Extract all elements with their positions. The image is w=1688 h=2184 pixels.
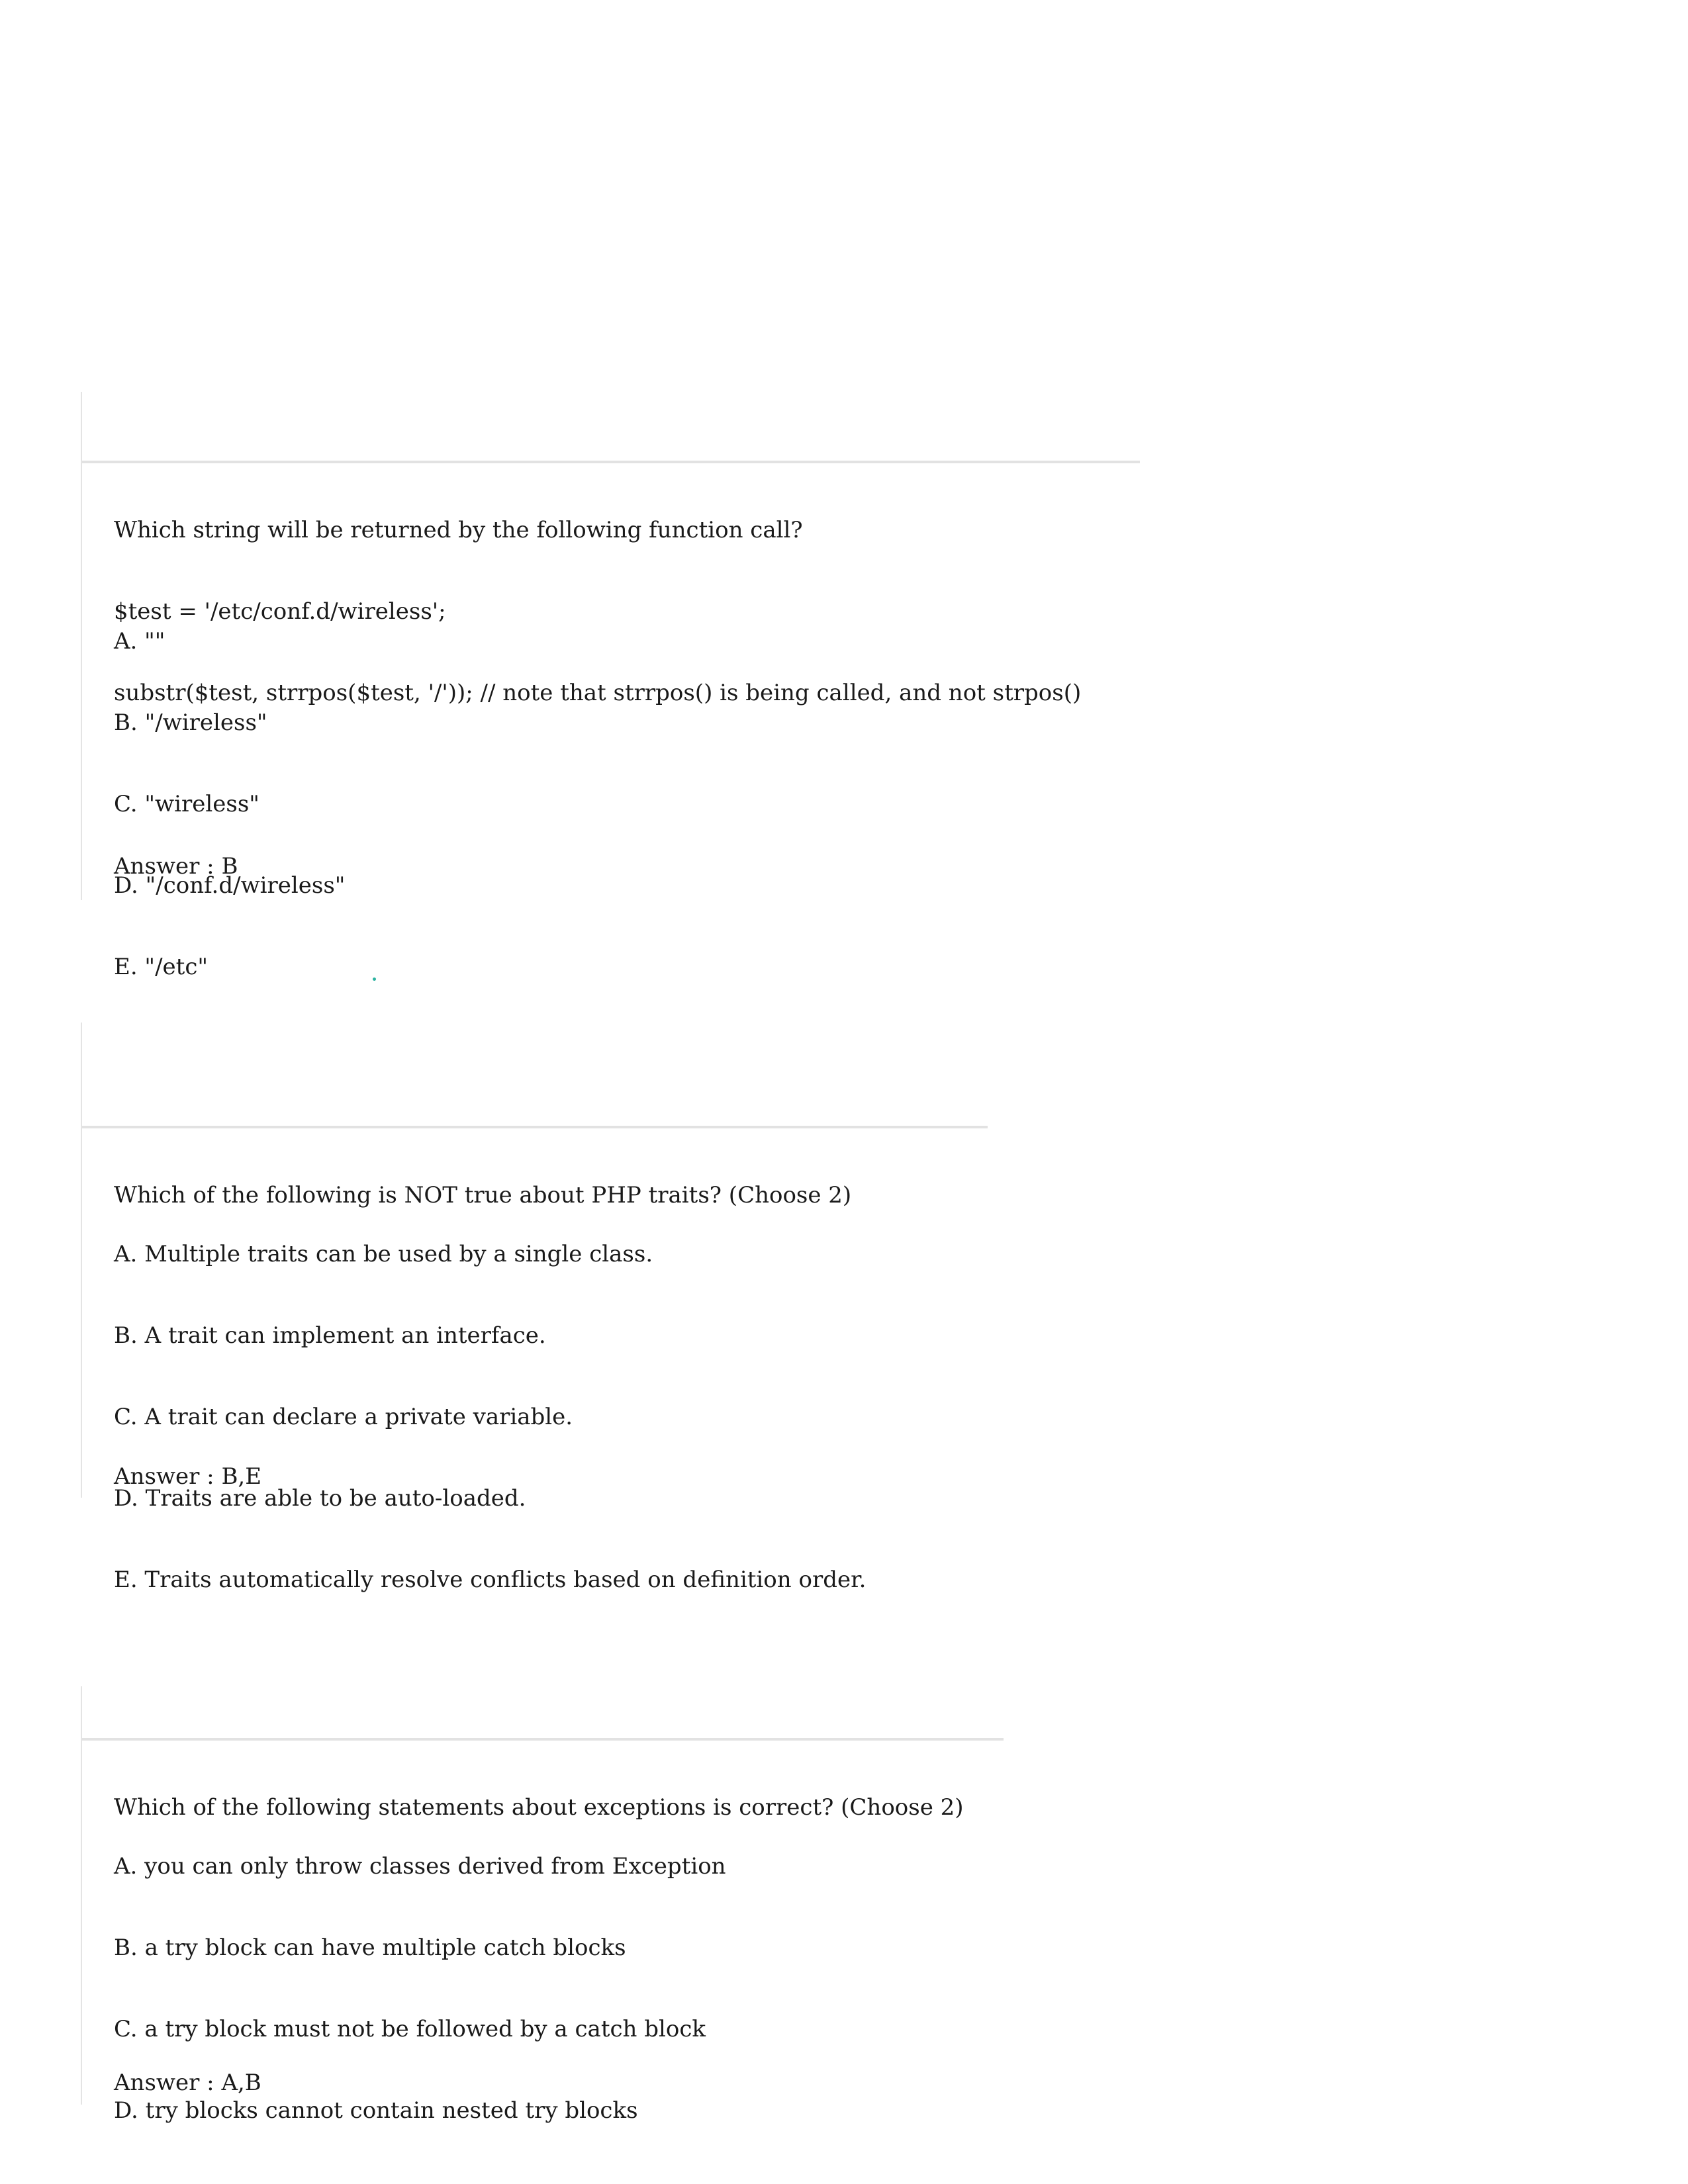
- options-list: [114, 574, 345, 1035]
- question-block-1: [81, 392, 1082, 980]
- option-c: C. "wireless": [114, 791, 259, 817]
- option-b: B. "/wireless": [114, 709, 267, 736]
- option-a: A. you can only throw classes derived from Exception: [114, 1853, 726, 1880]
- option-d: D. Traits are able to be auto-loaded.: [114, 1485, 526, 1512]
- options-list: [114, 1187, 866, 1648]
- decorative-dot: [373, 978, 376, 981]
- option-c: C. A trait can declare a private variable.: [114, 1404, 573, 1430]
- option-a: A. Multiple traits can be used by a single class.: [114, 1241, 653, 1267]
- answer-text: Answer : B: [114, 853, 238, 880]
- question-block-3: [81, 1686, 964, 2124]
- question-line: Which of the following statements about exceptions is correct? (Choose 2): [114, 1794, 964, 1821]
- option-d: D. try blocks cannot contain nested try blocks: [114, 2097, 638, 2124]
- question-line: $test = '/etc/conf.d/wireless';: [114, 598, 446, 625]
- option-d: D. "/conf.d/wireless": [114, 872, 346, 899]
- option-c: C. a try block must not be followed by a catch block: [114, 2016, 706, 2042]
- answer-text: Answer : B,E: [114, 1463, 262, 1490]
- question-line: Which string will be returned by the following function call?: [114, 517, 803, 543]
- option-b: B. a try block can have multiple catch blocks: [114, 1934, 626, 1961]
- options-list: [114, 1799, 726, 2179]
- option-e: E. "/etc": [114, 954, 208, 980]
- option-a: A. "": [114, 628, 165, 655]
- option-e: E. Traits automatically resolve conflicts based on definition order.: [114, 1567, 867, 1593]
- answer-text: Answer : A,B: [114, 2070, 261, 2096]
- question-line: Which of the following is NOT true about PHP traits? (Choose 2): [114, 1182, 852, 1208]
- question-block-2: [81, 1023, 867, 1593]
- option-b: B. A trait can implement an interface.: [114, 1322, 546, 1349]
- question-line: substr($test, strrpos($test, '/')); // note that strrpos() is being called, and not strpos(): [114, 680, 1082, 706]
